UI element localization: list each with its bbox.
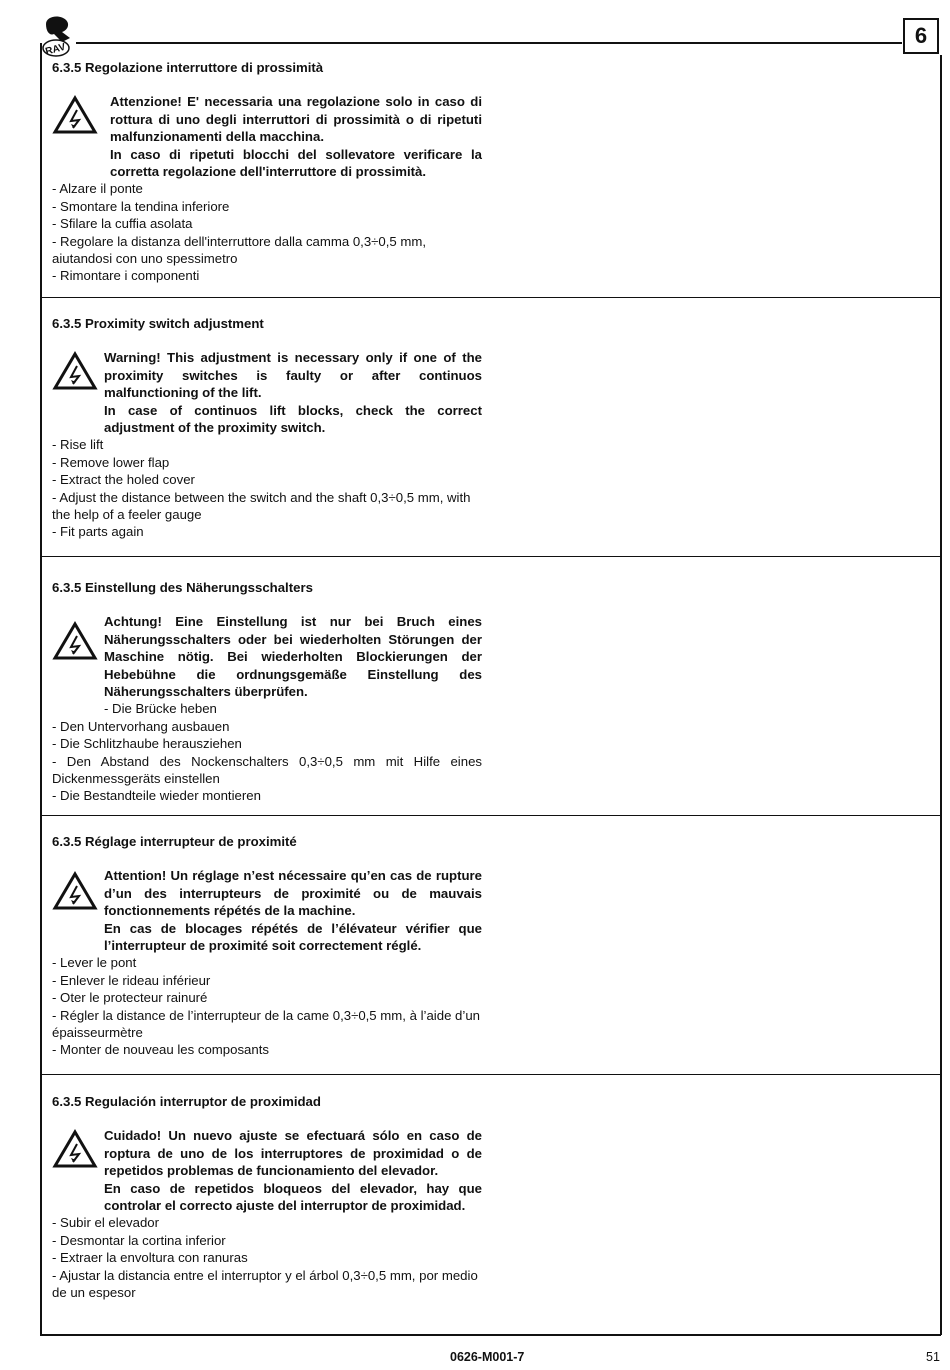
- warning-text: En caso de repetidos bloqueos del elevador, hay que controlar el correcto ajuste del interruptor de proximidad.: [104, 1180, 482, 1214]
- section-divider: [40, 815, 941, 816]
- section-english: [52, 315, 482, 541]
- warning-text: Attenzione! E' necessaria una regolazione solo in caso di rottura di uno degli interruttori di prossimità o di ripetuti malfunzionamenti della macchina.: [110, 94, 482, 145]
- section-title: 6.3.5 Réglage interrupteur de proximité: [52, 834, 297, 849]
- warning-text: En cas de blocages répétés de l’élévateur vérifier que l’interrupteur de proximité soit correctement réglé.: [104, 920, 482, 954]
- steps-list: [52, 436, 482, 540]
- warning-block: [52, 93, 482, 180]
- electrical-hazard-icon: [52, 95, 98, 135]
- electrical-hazard-icon: [52, 1129, 98, 1169]
- list-item: - Rimontare i componenti: [52, 268, 200, 284]
- warning-text: Warning! This adjustment is necessary only if one of the proximity switches is faulty or after continuos malfunctioning of the lift.: [104, 350, 482, 401]
- warning-block: [52, 613, 482, 717]
- section-title: 6.3.5 Einstellung des Näherungsschalters: [52, 580, 313, 595]
- frame-bottom-border: [40, 1334, 941, 1336]
- list-item: - Enlever le rideau inférieur: [52, 972, 211, 988]
- steps-list: [52, 180, 482, 284]
- section-divider: [40, 1074, 941, 1075]
- list-item: - Extract the holed cover: [52, 472, 195, 488]
- list-item: - Subir el elevador: [52, 1215, 160, 1231]
- warning-text: Achtung! Eine Einstellung ist nur bei Bruch eines Näherungsschalters oder bei wiederholten Störungen der Maschine nötig. Bei wiederholten Blockierungen der Hebebühne die ordnungsgemäße Einstellung des Näherungsschalters überprüfen.: [104, 614, 482, 700]
- list-item: - Lever le pont: [52, 955, 137, 971]
- list-item: - Régler la distance de l’interrupteur de la came 0,3÷0,5 mm, à l’aide d’un épaisseurmètre: [52, 1007, 480, 1041]
- list-item: - Ajustar la distancia entre el interruptor y el árbol 0,3÷0,5 mm, por medio de un espesor: [52, 1267, 478, 1301]
- list-item: - Alzare il ponte: [52, 181, 143, 197]
- frame-left-border: [40, 43, 42, 1335]
- section-german: [52, 579, 482, 805]
- warning-text: Attention! Un réglage n’est nécessaire qu’en cas de rupture d’un des interrupteurs de proximité ou de mauvais fonctionnements répétés de la machine.: [104, 868, 482, 919]
- list-item: - Adjust the distance between the switch and the shaft 0,3÷0,5 mm, with the help of a feeler gauge: [52, 489, 471, 523]
- electrical-hazard-icon: [52, 351, 98, 391]
- warning-text: Cuidado! Un nuevo ajuste se efectuará sólo en caso de roptura de uno de los interruptores de proximidad o de repetidos problemas de funcionamiento del elevador.: [104, 1128, 482, 1179]
- list-item: - Sfilare la cuffia asolata: [52, 216, 193, 232]
- warning-tail-step: - Die Brücke heben: [104, 701, 217, 717]
- list-item: - Desmontar la cortina inferior: [52, 1232, 226, 1248]
- section-spanish: [52, 1093, 482, 1301]
- list-item: - Monter de nouveau les composants: [52, 1042, 269, 1058]
- document-code: 0626-M001-7: [450, 1350, 525, 1364]
- section-title: 6.3.5 Regolazione interruttore di prossimità: [52, 60, 324, 75]
- list-item: - Rise lift: [52, 437, 104, 453]
- list-item: - Fit parts again: [52, 524, 144, 540]
- list-item: - Smontare la tendina inferiore: [52, 198, 230, 214]
- frame-right-border: [940, 55, 942, 1335]
- section-divider: [40, 297, 941, 298]
- section-title: 6.3.5 Regulación interruptor de proximidad: [52, 1094, 321, 1109]
- section-french: [52, 833, 482, 1059]
- header-rule: [76, 42, 902, 44]
- chapter-number-box: [903, 18, 939, 54]
- warning-text: In caso di ripetuti blocchi del sollevatore verificare la corretta regolazione dell'interruttore di prossimità.: [110, 146, 482, 180]
- list-item: - Den Abstand des Nockenschalters 0,3÷0,5 mm mit Hilfe eines Dickenmessgeräts einstellen: [52, 753, 482, 787]
- warning-block: [52, 1127, 482, 1214]
- section-title: 6.3.5 Proximity switch adjustment: [52, 316, 264, 331]
- warning-block: [52, 867, 482, 954]
- electrical-hazard-icon: [52, 621, 98, 661]
- chapter-number: 6: [914, 23, 928, 48]
- list-item: - Regolare la distanza dell'interruttore dalla camma 0,3÷0,5 mm, aiutandosi con uno spessimetro: [52, 233, 427, 267]
- section-divider: [40, 556, 941, 557]
- list-item: - Den Untervorhang ausbauen: [52, 718, 230, 734]
- list-item: - Oter le protecteur rainuré: [52, 990, 208, 1006]
- warning-block: [52, 349, 482, 436]
- steps-list: [52, 1214, 482, 1301]
- list-item: - Die Bestandteile wieder montieren: [52, 788, 261, 804]
- rav-logo: [40, 14, 80, 60]
- warning-text: In case of continuos lift blocks, check the correct adjustment of the proximity switch.: [104, 402, 482, 436]
- page-number: 51: [926, 1350, 940, 1364]
- logo-text: RAV: [44, 41, 67, 58]
- section-italian: [52, 59, 482, 285]
- electrical-hazard-icon: [52, 871, 98, 911]
- steps-list: [52, 718, 482, 805]
- list-item: - Remove lower flap: [52, 454, 170, 470]
- steps-list: [52, 954, 482, 1058]
- list-item: - Die Schlitzhaube herausziehen: [52, 736, 242, 752]
- list-item: - Extraer la envoltura con ranuras: [52, 1250, 248, 1266]
